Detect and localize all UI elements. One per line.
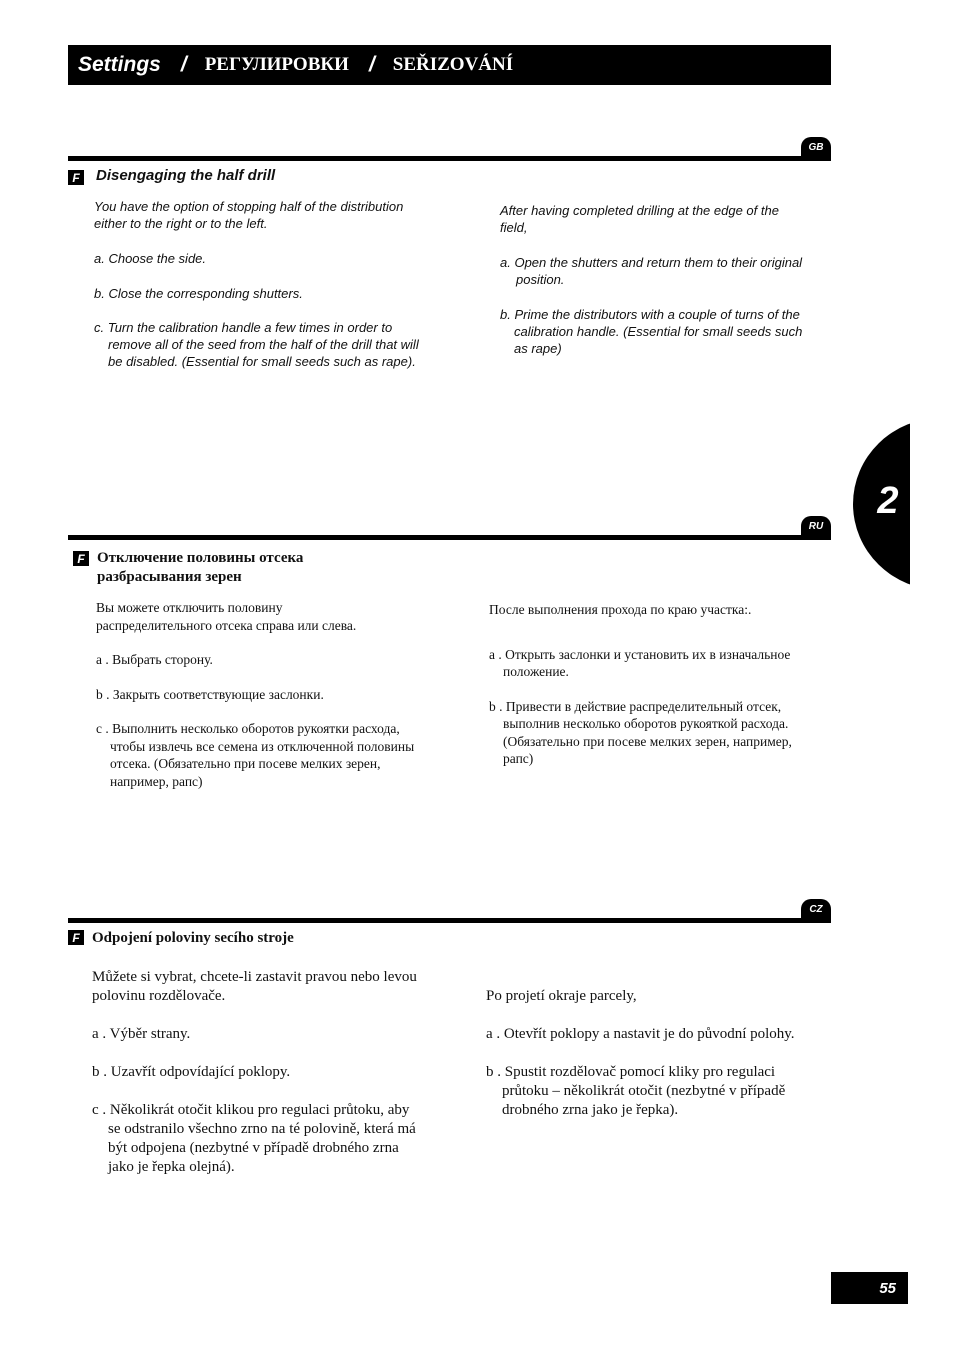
ru-step-a: a . Выбрать сторону. xyxy=(96,652,213,667)
cz-right-step-a: a . Otevřít poklopy a nastavit je do původní polohy. xyxy=(486,1026,795,1042)
cz-right-step-b: b . Spustit rozdělovač pomocí kliky pro regulaci průtoku – několikrát otočit (nezbytné v případě drobného zrna jako je řepka). xyxy=(486,1064,786,1118)
gb-step-a: a. Choose the side. xyxy=(94,251,207,266)
page-header xyxy=(68,45,831,85)
section-title-gb: Disengaging the half drill xyxy=(96,167,276,184)
lang-tab-ru: RU xyxy=(801,516,831,537)
section-rule-gb xyxy=(68,156,831,161)
section-title-cz: Odpojení poloviny secího stroje xyxy=(92,930,294,946)
cz-intro: Můžete si vybrat, chcete-li zastavit pravou nebo levou polovinu rozdělovače. xyxy=(92,969,417,1004)
ru-left-column xyxy=(96,599,431,790)
chapter-tab-edge xyxy=(910,400,954,610)
ru-right-intro: После выполнения прохода по краю участка:. xyxy=(489,602,752,617)
gb-right-column xyxy=(500,202,810,357)
section-rule-ru xyxy=(68,535,831,540)
lang-tab-gb: GB xyxy=(801,137,831,158)
gb-left-column xyxy=(94,198,429,370)
gb-right-intro: After having completed drilling at the edge of the field, xyxy=(500,203,779,235)
gb-step-b: b. Close the corresponding shutters. xyxy=(94,286,303,301)
header-title-ru: РЕГУЛИРОВКИ xyxy=(204,54,349,75)
section-title-ru-line2: разбрасывания зерен xyxy=(97,569,242,585)
header-separator: / xyxy=(180,53,187,76)
ru-intro: Вы можете отключить половину распределительного отсека справа или слева. xyxy=(96,600,357,633)
ru-right-step-a: a . Открыть заслонки и установить их в изначальное положение. xyxy=(489,646,791,679)
header-title-en: Settings xyxy=(78,53,161,76)
cz-step-b: b . Uzavřít odpovídající poklopy. xyxy=(92,1064,291,1080)
section-marker-cz: F xyxy=(68,930,84,945)
lang-tab-cz: CZ xyxy=(801,899,831,920)
header-separator: / xyxy=(368,53,375,76)
gb-right-step-b: b. Prime the distributors with a couple of turns of the calibration handle. (Essential for small seeds such as rape) xyxy=(500,307,803,356)
page-number: 55 xyxy=(831,1272,908,1304)
chapter-number: 2 xyxy=(877,480,899,522)
section-marker-ru: F xyxy=(73,551,89,566)
gb-right-step-a: a. Open the shutters and return them to their original position. xyxy=(500,255,803,287)
ru-step-c: c . Выполнить несколько оборотов рукоятки расхода, чтобы извлечь все семена из отключенной половины отсека. (Обязательно при посеве мелких зерен, например, рапс) xyxy=(96,721,415,789)
gb-intro: You have the option of stopping half of the distribution either to the right or to the left. xyxy=(94,199,404,231)
ru-right-step-b: b . Привести в действие распределительный отсек, выполнив несколько оборотов рукояткой расхода. (Обязательно при посеве мелких зерен, например, рапс) xyxy=(489,698,792,766)
section-marker-gb: F xyxy=(68,170,84,185)
cz-step-a: a . Výběr strany. xyxy=(92,1026,191,1042)
gb-step-c: c. Turn the calibration handle a few times in order to remove all of the seed from the half of the drill that will be disabled. (Essential for small seeds such as rape). xyxy=(94,320,419,369)
cz-right-column xyxy=(486,987,821,1120)
ru-right-column xyxy=(489,601,819,768)
cz-left-column xyxy=(92,968,422,1177)
cz-step-c: c . Několikrát otočit klikou pro regulaci průtoku, aby se odstranilo všechno zrno na té polovině, která má být odpojena (nezbytné v případě drobného zrna jako je řepka olejná). xyxy=(92,1102,416,1175)
ru-step-b: b . Закрыть соответствующие заслонки. xyxy=(96,686,324,702)
section-title-ru-line1: Отключение половины отсека xyxy=(97,550,304,566)
header-title-cz: SEŘIZOVÁNÍ xyxy=(392,54,514,75)
section-title-ru xyxy=(97,549,397,587)
cz-right-intro: Po projetí okraje parcely, xyxy=(486,988,637,1004)
section-rule-cz xyxy=(68,918,831,923)
